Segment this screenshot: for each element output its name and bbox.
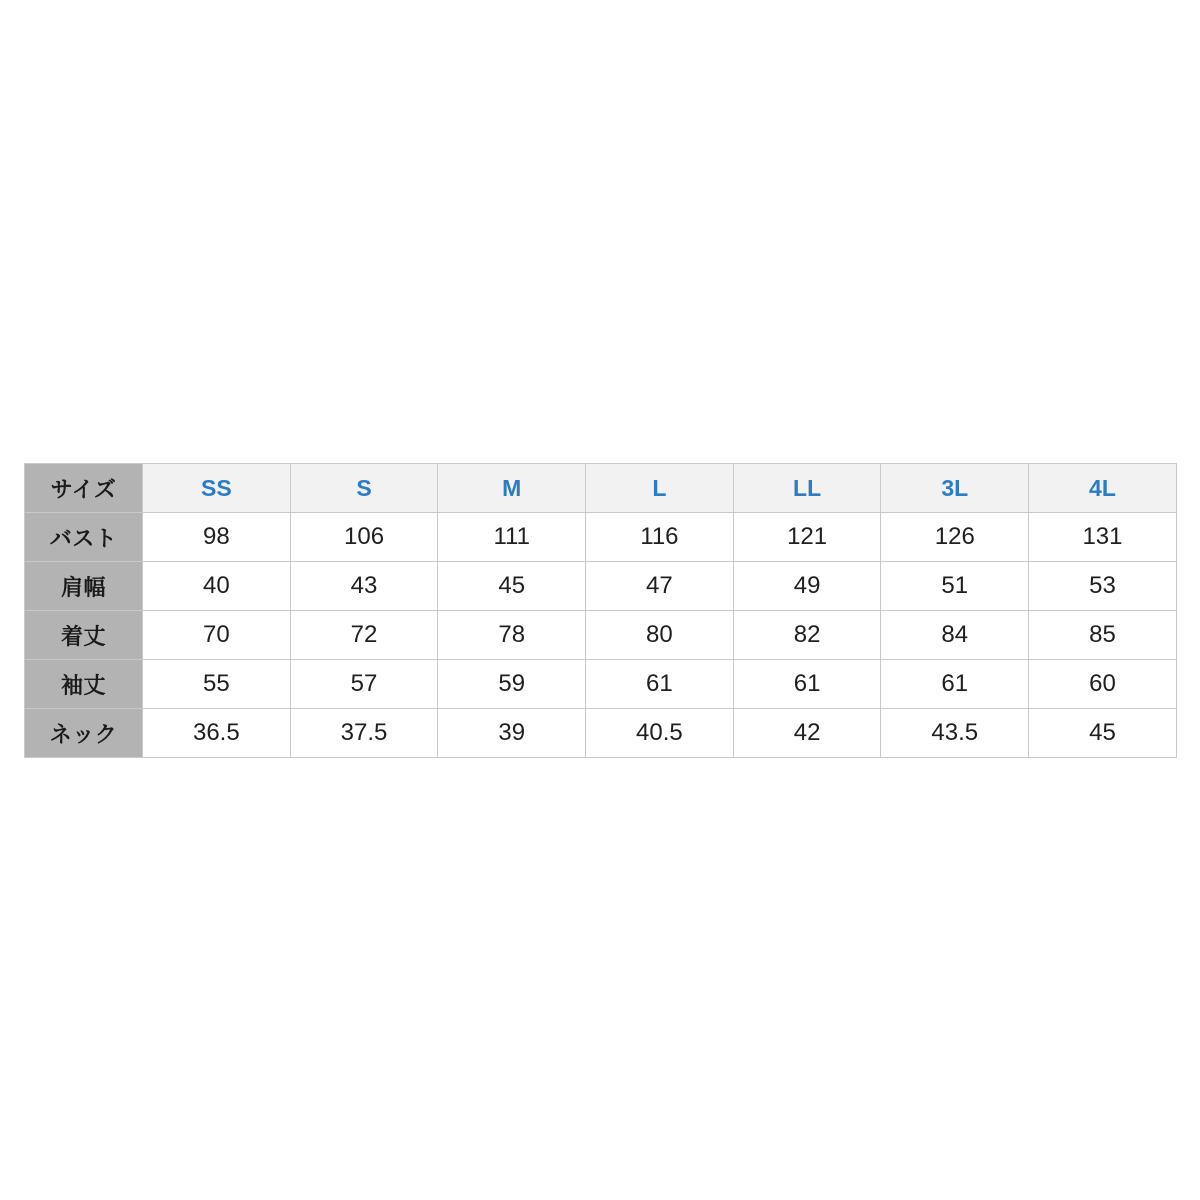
cell-shoulder-l: 47	[586, 562, 734, 611]
cell-bust-4l: 131	[1029, 513, 1177, 562]
cell-bust-ss: 98	[143, 513, 291, 562]
column-header-s: S	[290, 464, 438, 513]
cell-length-m: 78	[438, 611, 586, 660]
column-header-4l: 4L	[1029, 464, 1177, 513]
table-row	[25, 513, 1177, 562]
table-corner-label: サイズ	[25, 464, 143, 513]
row-label-neck: ネック	[25, 709, 143, 758]
cell-sleeve-m: 59	[438, 660, 586, 709]
cell-length-s: 72	[290, 611, 438, 660]
cell-sleeve-3l: 61	[881, 660, 1029, 709]
cell-shoulder-4l: 53	[1029, 562, 1177, 611]
cell-sleeve-4l: 60	[1029, 660, 1177, 709]
column-header-m: M	[438, 464, 586, 513]
column-header-l: L	[586, 464, 734, 513]
cell-neck-ll: 42	[733, 709, 881, 758]
cell-length-ll: 82	[733, 611, 881, 660]
table-header-row	[25, 464, 1177, 513]
cell-length-l: 80	[586, 611, 734, 660]
cell-sleeve-s: 57	[290, 660, 438, 709]
cell-shoulder-m: 45	[438, 562, 586, 611]
column-header-3l: 3L	[881, 464, 1029, 513]
table-row	[25, 709, 1177, 758]
cell-bust-ll: 121	[733, 513, 881, 562]
cell-shoulder-ss: 40	[143, 562, 291, 611]
table-row	[25, 611, 1177, 660]
cell-sleeve-l: 61	[586, 660, 734, 709]
cell-length-4l: 85	[1029, 611, 1177, 660]
size-chart-container	[24, 463, 1176, 758]
row-label-bust: バスト	[25, 513, 143, 562]
row-label-sleeve: 袖丈	[25, 660, 143, 709]
cell-shoulder-ll: 49	[733, 562, 881, 611]
cell-length-ss: 70	[143, 611, 291, 660]
table-row	[25, 660, 1177, 709]
row-label-length: 着丈	[25, 611, 143, 660]
cell-bust-l: 116	[586, 513, 734, 562]
cell-length-3l: 84	[881, 611, 1029, 660]
cell-neck-m: 39	[438, 709, 586, 758]
cell-neck-ss: 36.5	[143, 709, 291, 758]
column-header-ll: LL	[733, 464, 881, 513]
cell-bust-m: 111	[438, 513, 586, 562]
cell-neck-s: 37.5	[290, 709, 438, 758]
cell-neck-4l: 45	[1029, 709, 1177, 758]
cell-neck-l: 40.5	[586, 709, 734, 758]
table-row	[25, 562, 1177, 611]
cell-shoulder-3l: 51	[881, 562, 1029, 611]
cell-sleeve-ss: 55	[143, 660, 291, 709]
cell-neck-3l: 43.5	[881, 709, 1029, 758]
cell-sleeve-ll: 61	[733, 660, 881, 709]
row-label-shoulder: 肩幅	[25, 562, 143, 611]
column-header-ss: SS	[143, 464, 291, 513]
cell-shoulder-s: 43	[290, 562, 438, 611]
cell-bust-s: 106	[290, 513, 438, 562]
cell-bust-3l: 126	[881, 513, 1029, 562]
size-chart-table	[24, 463, 1177, 758]
